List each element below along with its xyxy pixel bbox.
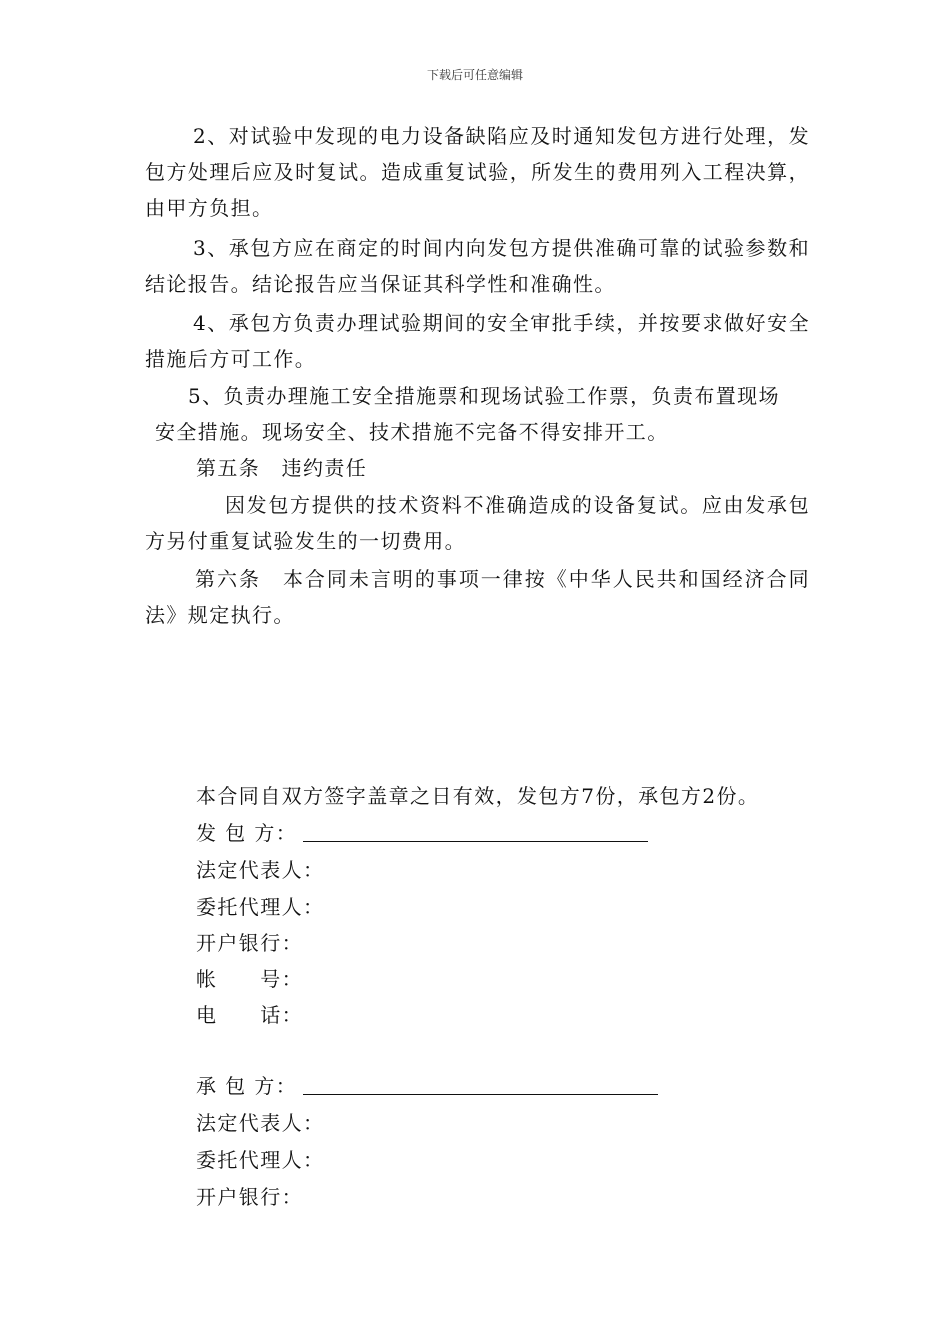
party-a-account-label: 帐 号： — [196, 967, 303, 991]
party-b-bank-label: 开户银行： — [196, 1185, 303, 1209]
clause-2: 2、对试验中发现的电力设备缺陷应及时通知发包方进行处理，发包方处理后应及时复试。造成重复试验，所发生的费用列入工程决算，由甲方负担。 — [145, 124, 810, 220]
page-header: 下载后可任意编辑 — [426, 68, 523, 82]
party-a-signature-line — [303, 819, 648, 842]
party-b-signature-line — [303, 1072, 658, 1095]
clause-3: 3、承包方应在商定的时间内向发包方提供准确可靠的试验参数和结论报告。结论报告应当保证其科学性和准确性。 — [145, 236, 810, 296]
party-a-rep-label: 法定代表人： — [196, 858, 325, 882]
clause-4: 4、承包方负责办理试验期间的安全审批手续，并按要求做好安全措施后方可工作。 — [145, 311, 810, 371]
party-a-name-label: 发 包 方： — [196, 821, 298, 845]
article-6: 第六条 本合同未言明的事项一律按《中华人民共和国经济合同法》规定执行。 — [145, 567, 810, 627]
clause-5-line-2: 安全措施。现场安全、技术措施不完备不得安排开工。 — [155, 420, 669, 444]
article-5-title: 第五条 违约责任 — [196, 456, 368, 480]
party-a-name-row — [196, 815, 648, 851]
validity-statement: 本合同自双方签字盖章之日有效，发包方7份，承包方2份。 — [196, 784, 760, 808]
party-a-phone-label: 电 话： — [196, 1003, 303, 1027]
clause-5-line-1: 5、负责办理施工安全措施票和现场试验工作票，负责布置现场 — [188, 384, 780, 408]
party-b-agent-label: 委托代理人： — [196, 1148, 325, 1172]
party-b-name-label: 承 包 方： — [196, 1074, 298, 1098]
article-5-body: 因发包方提供的技术资料不准确造成的设备复试。应由发承包方另付重复试验发生的一切费用。 — [145, 493, 810, 553]
party-a-agent-label: 委托代理人： — [196, 895, 325, 919]
party-a-bank-label: 开户银行： — [196, 931, 303, 955]
party-b-rep-label: 法定代表人： — [196, 1111, 325, 1135]
party-b-name-row — [196, 1068, 658, 1104]
